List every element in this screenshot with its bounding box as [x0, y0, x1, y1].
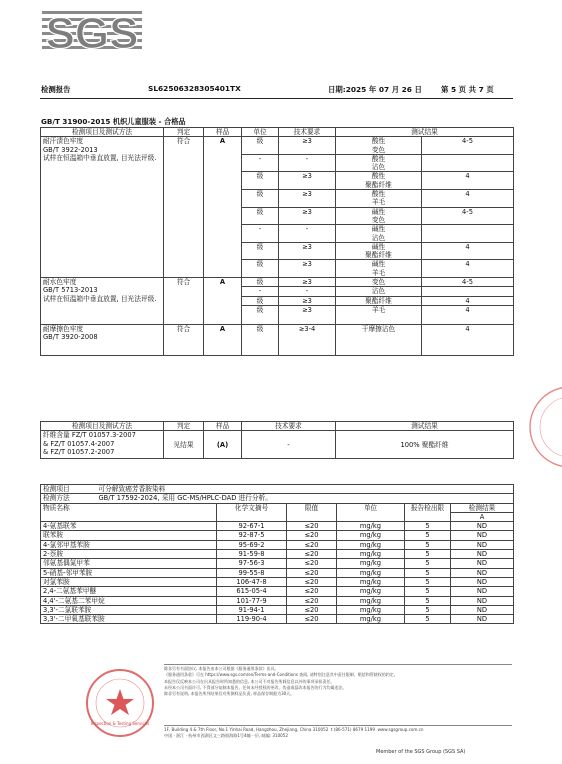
table-row — [41, 568, 514, 577]
standard-title: GB/T 31900-2015 机织儿童服装 - 合格品 — [41, 117, 186, 126]
cas-no: 91-59-8 — [217, 550, 287, 559]
result-label: 干摩擦沾色 — [336, 324, 422, 355]
test-item: 纤维含量 FZ/T 01057.3-2007 & FZ/T 01057.4-2007 & FZ/T 01057.2-2007 — [41, 431, 164, 459]
table-row — [41, 522, 514, 531]
rl: 5 — [405, 522, 451, 531]
rl: 5 — [405, 587, 451, 596]
result-value: 4 — [422, 260, 514, 278]
result-value: 100% 聚酯纤维 — [336, 431, 514, 459]
result: ND — [451, 568, 514, 577]
table-row — [41, 577, 514, 586]
table-row — [41, 431, 514, 459]
requirement: ≥3 — [279, 296, 336, 305]
result-label: 碱性 聚酯纤维 — [336, 242, 422, 260]
table-row — [41, 596, 514, 605]
table-header — [41, 503, 514, 512]
substance: 3,3'-二氯联苯胺 — [41, 605, 217, 614]
limit: ≤20 — [287, 577, 337, 586]
cas-no: 95-69-2 — [217, 540, 287, 549]
limit: ≤20 — [287, 550, 337, 559]
col-result: 检测结果 — [451, 503, 514, 512]
verdict: 符合 — [164, 278, 204, 325]
col-verdict: 判定 — [164, 422, 204, 431]
verdict: 见结果 — [164, 431, 204, 459]
substance: 4-氨基联苯 — [41, 522, 217, 531]
requirement: ≥3 — [279, 305, 336, 324]
table-row — [41, 531, 514, 540]
verdict: 符合 — [164, 324, 204, 355]
result-value — [422, 287, 514, 296]
verdict: 符合 — [164, 137, 204, 278]
limit: ≤20 — [287, 540, 337, 549]
svg-text:SGS: SGS — [45, 9, 139, 58]
col-requirement: 技术要求 — [242, 422, 336, 431]
color-fastness-table — [40, 127, 514, 356]
terms-notes: 除非另有书面协议, 本报告由本公司根据《服务通用条款》出具。 《服务通用条款》可在 https://www.sgs.com/en/Terms-and-Conditions 查阅, 请特别注意其中责任限制、赔偿和管辖权的约定。 本报告仅反映本公司在出具报告时所知悉的信息, 本公司不对报告所载信息以外的事项承担责任。 未经本公司书面许可, 不得部分复制本报告。任何未经授权的更改、伪造或篡改本报告的行为均属违法。 除非另有说明, 本报告所列结果仅对所测样品负责, 样品保存期限为30天。 — [164, 666, 398, 697]
table-row — [41, 278, 514, 287]
unit: 级 — [242, 305, 279, 324]
cas-no: 119-90-4 — [217, 615, 287, 624]
result-label: 酸性 变色 — [336, 137, 422, 155]
result: ND — [451, 587, 514, 596]
unit: mg/kg — [337, 577, 405, 586]
limit: ≤20 — [287, 596, 337, 605]
result-value: 4 — [422, 172, 514, 190]
unit: mg/kg — [337, 559, 405, 568]
rl: 5 — [405, 568, 451, 577]
table-row — [41, 137, 514, 155]
result-value — [422, 154, 514, 172]
unit: 级 — [242, 137, 279, 155]
substance: 对氯苯胺 — [41, 577, 217, 586]
sample: A — [204, 324, 242, 355]
cas-no: 97-56-3 — [217, 559, 287, 568]
result: ND — [451, 559, 514, 568]
result-label: 酸性 聚酯纤维 — [336, 172, 422, 190]
requirement: ≥3 — [279, 172, 336, 190]
test-item-row — [41, 485, 514, 494]
requirement: ≥3 — [279, 207, 336, 225]
requirement: ≥3-4 — [279, 324, 336, 355]
sgs-logo — [42, 8, 142, 58]
report-label: 检测报告 — [41, 85, 71, 94]
result: ND — [451, 605, 514, 614]
col-cas: 化学文摘号 — [217, 503, 287, 522]
result: ND — [451, 596, 514, 605]
table-header — [41, 128, 514, 137]
substance: 2-萘胺 — [41, 550, 217, 559]
report-number: SL62506328305401TX — [148, 84, 241, 93]
result-label: 沾色 — [336, 287, 422, 296]
col-sample: 样品 — [204, 422, 242, 431]
sample: A — [204, 137, 242, 278]
footer-rule-2 — [164, 725, 512, 726]
requirement: - — [242, 431, 336, 459]
result-value: 4-5 — [422, 207, 514, 225]
unit: 级 — [242, 207, 279, 225]
unit: mg/kg — [337, 550, 405, 559]
unit: mg/kg — [337, 522, 405, 531]
unit: 级 — [242, 278, 279, 287]
col-unit: 单位 — [242, 128, 279, 137]
cas-no: 91-94-1 — [217, 605, 287, 614]
result-label: 碱性 羊毛 — [336, 260, 422, 278]
table-row — [41, 540, 514, 549]
substance: 2,4-二氨基苯甲醚 — [41, 587, 217, 596]
result: ND — [451, 615, 514, 624]
result-label: 碱性 沾色 — [336, 225, 422, 243]
svg-text:Inspection & Testing Services: Inspection & Testing Services — [90, 721, 150, 726]
col-unit: 单位 — [337, 503, 405, 522]
result: ND — [451, 577, 514, 586]
col-sample: 样品 — [204, 128, 242, 137]
requirement: - — [279, 287, 336, 296]
substance: 4,4'-二氨基二苯甲烷 — [41, 596, 217, 605]
requirement: - — [279, 225, 336, 243]
result-label: 酸性 沾色 — [336, 154, 422, 172]
test-method-row — [41, 494, 514, 503]
test-item: 耐摩擦色牢度 GB/T 3920-2008 — [41, 324, 164, 355]
col-item: 检测项目及测试方法 — [41, 422, 164, 431]
unit: mg/kg — [337, 587, 405, 596]
substance: 联苯胺 — [41, 531, 217, 540]
result-label: 变色 — [336, 278, 422, 287]
col-verdict: 判定 — [164, 128, 204, 137]
unit: - — [242, 287, 279, 296]
sample: (A) — [204, 431, 242, 459]
cas-no: 101-77-9 — [217, 596, 287, 605]
limit: ≤20 — [287, 559, 337, 568]
cas-no: 92-67-1 — [217, 522, 287, 531]
result-value: 4 — [422, 324, 514, 355]
rl: 5 — [405, 550, 451, 559]
footer-rule — [164, 664, 512, 665]
result: ND — [451, 550, 514, 559]
result: ND — [451, 522, 514, 531]
unit: 级 — [242, 324, 279, 355]
col-rl: 报告检出限 — [405, 503, 451, 522]
address-block: 1F, Building 4 & 7th Floor, No.1 Yinhai Road, Hangzhou, Zhejiang, China 310052 t (86-571) 8679 1199 www.sgsgroup.com.cn 中国 · 浙江 · 杭州市西湖区文三路银海路1号4幢一层, 邮编: 310052 — [164, 727, 424, 739]
limit: ≤20 — [287, 605, 337, 614]
unit: mg/kg — [337, 540, 405, 549]
page-number: 第 5 页 共 7 页 — [441, 85, 494, 94]
fiber-content-table — [40, 421, 514, 459]
limit: ≤20 — [287, 587, 337, 596]
partial-stamp — [522, 372, 562, 482]
result-value: 4 — [422, 296, 514, 305]
method-label: 检测方法 — [41, 494, 217, 503]
unit: - — [242, 154, 279, 172]
result-label: 聚酯纤维 — [336, 296, 422, 305]
azo-dyes-table — [40, 484, 514, 624]
sample: A — [204, 278, 242, 325]
header-rule — [40, 98, 513, 99]
rl: 5 — [405, 605, 451, 614]
unit: mg/kg — [337, 596, 405, 605]
requirement: ≥3 — [279, 190, 336, 208]
rl: 5 — [405, 531, 451, 540]
rl: 5 — [405, 596, 451, 605]
unit: 级 — [242, 260, 279, 278]
cas-no: 99-55-8 — [217, 568, 287, 577]
member-line: Member of the SGS Group (SGS SA) — [376, 749, 466, 755]
test-item: 耐水色牢度 GB/T 5713-2013 试样在恒温箱中垂直放置, 目光法评级. — [41, 278, 164, 325]
result: ND — [451, 531, 514, 540]
result-label: 酸性 羊毛 — [336, 190, 422, 208]
unit: mg/kg — [337, 531, 405, 540]
rl: 5 — [405, 559, 451, 568]
item-value: 可分解致癌芳香胺染料 — [217, 485, 514, 494]
result-value — [422, 225, 514, 243]
unit: mg/kg — [337, 605, 405, 614]
unit: 级 — [242, 242, 279, 260]
result-value: 4-5 — [422, 137, 514, 155]
rl: 5 — [405, 540, 451, 549]
table-row — [41, 559, 514, 568]
limit: ≤20 — [287, 615, 337, 624]
requirement: ≥3 — [279, 278, 336, 287]
col-sample-a: A — [451, 512, 514, 521]
rl: 5 — [405, 615, 451, 624]
table-row — [41, 605, 514, 614]
rl: 5 — [405, 577, 451, 586]
table-row — [41, 587, 514, 596]
result-value: 4 — [422, 305, 514, 324]
table-row — [41, 550, 514, 559]
limit: ≤20 — [287, 568, 337, 577]
test-item: 耐汗渍色牢度 GB/T 3922-2013 试样在恒温箱中垂直放置, 目光法评级. — [41, 137, 164, 278]
unit: 级 — [242, 296, 279, 305]
col-limit: 限值 — [287, 503, 337, 522]
unit: - — [242, 225, 279, 243]
substance: 邻氨基偶氮甲苯 — [41, 559, 217, 568]
substance: 5-硝基-邻甲苯胺 — [41, 568, 217, 577]
result-value: 4-5 — [422, 278, 514, 287]
col-result: 测试结果 — [336, 128, 514, 137]
col-result: 测试结果 — [336, 422, 514, 431]
table-row — [41, 324, 514, 355]
substance: 4-氯邻甲基苯胺 — [41, 540, 217, 549]
col-requirement: 技术要求 — [279, 128, 336, 137]
unit: mg/kg — [337, 615, 405, 624]
limit: ≤20 — [287, 522, 337, 531]
col-substance: 物质名称 — [41, 503, 217, 522]
unit: mg/kg — [337, 568, 405, 577]
result-value: 4 — [422, 190, 514, 208]
substance: 3,3'-二甲氧基联苯胺 — [41, 615, 217, 624]
cas-no: 92-87-5 — [217, 531, 287, 540]
unit: 级 — [242, 172, 279, 190]
result-label: 碱性 变色 — [336, 207, 422, 225]
result-label: 羊毛 — [336, 305, 422, 324]
table-header — [41, 422, 514, 431]
requirement: ≥3 — [279, 260, 336, 278]
limit: ≤20 — [287, 531, 337, 540]
result: ND — [451, 540, 514, 549]
result-value: 4 — [422, 242, 514, 260]
method-value: GB/T 17592-2024, 采用 GC-MS/HPLC-DAD 进行分析。 — [217, 494, 514, 503]
table-row — [41, 615, 514, 624]
cas-no: 106-47-8 — [217, 577, 287, 586]
report-date: 日期:2025 年 07 月 26 日 — [328, 85, 422, 94]
requirement: - — [279, 154, 336, 172]
requirement: ≥3 — [279, 242, 336, 260]
item-label: 检测项目 — [41, 485, 217, 494]
col-item: 检测项目及测试方法 — [41, 128, 164, 137]
company-seal — [84, 667, 156, 739]
cas-no: 615-05-4 — [217, 587, 287, 596]
requirement: ≥3 — [279, 137, 336, 155]
unit: 级 — [242, 190, 279, 208]
